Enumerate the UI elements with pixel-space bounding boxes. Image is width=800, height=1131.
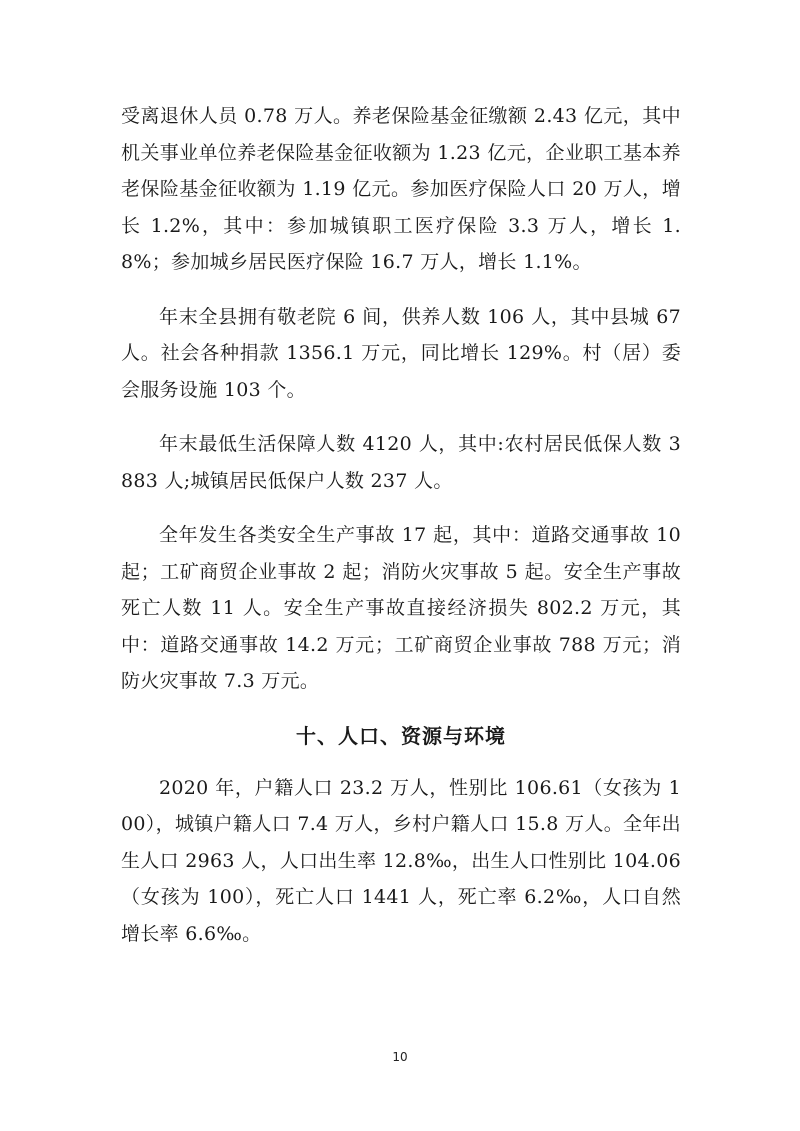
paragraph-safety-accidents: 全年发生各类安全生产事故 17 起，其中：道路交通事故 10 起；工矿商贸企业事故 2 起；消防火灾事故 5 起。安全生产事故死亡人数 11 人。安全生产事故直接经济损失 802.2 万元，其中：道路交通事故 14.2 万元；工矿商贸企业事故 788 万元；消防火灾事故 7.3 万元。: [121, 524, 681, 692]
document-body: [121, 98, 681, 970]
page-number: 10: [392, 1050, 408, 1064]
paragraph-elderly-care-donations: 年末全县拥有敬老院 6 间，供养人数 106 人，其中县城 67 人。社会各种捐款 1356.1 万元，同比增长 129%。村（居）委会服务设施 103 个。: [121, 305, 681, 401]
paragraph-pension-medical-insurance: 受离退休人员 0.78 万人。养老保险基金征缴额 2.43 亿元，其中机关事业单位养老保险基金征收额为 1.23 亿元，企业职工基本养老保险基金征收额为 1.19 亿元。参加医疗保险人口 20 万人，增长 1.2%，其中：参加城镇职工医疗保险 3.3 万人，增长 1.8%；参加城乡居民医疗保险 16.7 万人，增长 1.1%。: [121, 105, 681, 273]
paragraph-minimum-living-security: 年末最低生活保障人数 4120 人，其中:农村居民低保人数 3883 人;城镇居民低保户人数 237 人。: [121, 433, 681, 492]
paragraph-population: 2020 年，户籍人口 23.2 万人，性别比 106.61（女孩为 100），城镇户籍人口 7.4 万人，乡村户籍人口 15.8 万人。全年出生人口 2963 人，人口出生率 12.8‰，出生人口性别比 104.06（女孩为 100），死亡人口 1441 人，死亡率 6.2‰，人口自然增长率 6.6‰。: [121, 776, 681, 945]
section-heading-population-resources-environment: 十、人口、资源与环境: [296, 723, 506, 748]
